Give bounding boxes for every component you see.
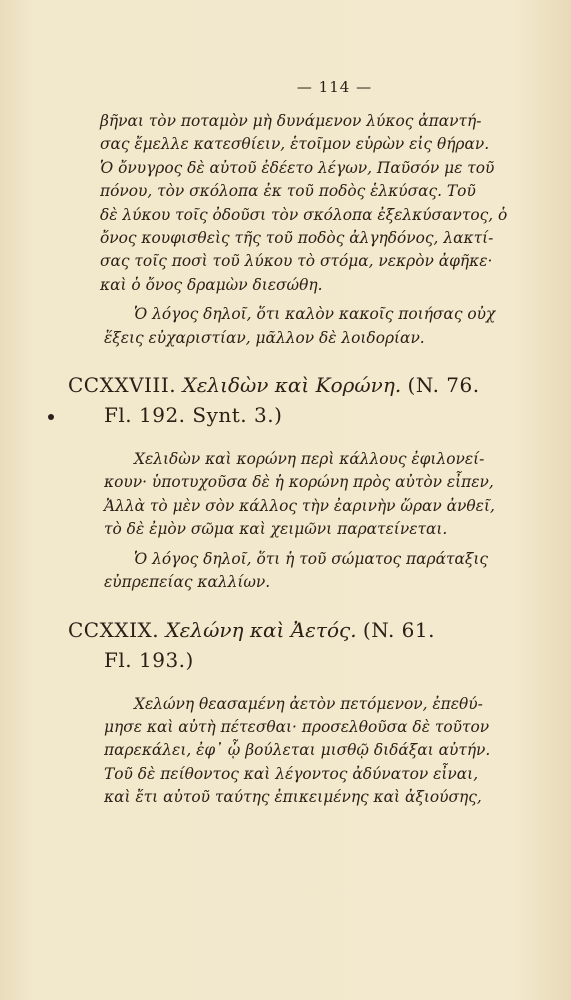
paragraph-fable-228 (104, 448, 545, 542)
moral-1 (104, 303, 545, 350)
fable-title: Χελώνη καὶ Ἀετός. (165, 617, 357, 642)
fable-numeral: CCXXIX. (68, 617, 160, 642)
text-line: καὶ ὁ ὄνος δραμὼν διεσώθη. (100, 275, 323, 294)
text-line: πόνου, τὸν σκόλοπα ἐκ τοῦ ποδὸς ἑλκύσας. Τοῦ (100, 182, 476, 201)
text-line: σας τοῖς ποσὶ τοῦ λύκου τὸ στόμα, νεκρὸν ἀφῆκε· (100, 252, 493, 271)
text-line: Τοῦ δὲ πείθοντος καὶ λέγοντος ἀδύνατον εἶναι, (104, 764, 479, 783)
text-line: ὄνος κουφισθεὶς τῆς τοῦ ποδὸς ἀλγηδόνος, λακτί- (100, 229, 494, 248)
text-line: καὶ ἔτι αὐτοῦ ταύτης ἐπικειμένης καὶ ἀξιούσης, (104, 788, 482, 807)
page-number: — 114 — (296, 78, 373, 96)
text-line: Ὁ λόγος δηλοῖ, ὅτι ἡ τοῦ σώματος παράταξις (134, 549, 489, 568)
text-line: Χελιδὼν καὶ κορώνη περὶ κάλλους ἐφιλονεί- (134, 450, 485, 469)
fable-ref-line2: Fl. 192. Synt. 3.) (104, 403, 283, 428)
fable-numeral: CCXXVIII. (68, 373, 177, 398)
text-line: κουν· ὑποτυχοῦσα δὲ ἡ κορώνη πρὸς αὐτὸν εἶπεν, (104, 473, 494, 492)
text-line: παρεκάλει, ἐφ᾽ ᾧ βούλεται μισθῷ διδάξαι αὐτήν. (104, 741, 491, 760)
text-line: Ὁ ὄνυγρος δὲ αὐτοῦ ἐδέετο λέγων, Παῦσόν με τοῦ (100, 158, 495, 177)
fable-heading-228 (68, 370, 545, 430)
text-line: μησε καὶ αὐτὴ πέτεσθαι· προσελθοῦσα δὲ τοῦτον (104, 717, 490, 736)
text-line: τὸ δὲ ἐμὸν σῶμα καὶ χειμῶνι παρατείνεται. (104, 520, 448, 539)
text-line: εὐπρεπείας καλλίων. (104, 573, 271, 592)
fable-ref: (N. 61. (362, 617, 435, 642)
fable-heading-229 (68, 615, 545, 675)
text-line: δὲ λύκου τοῖς ὀδοῦσι τὸν σκόλοπα ἐξελκύσαντος, ὁ (100, 205, 508, 224)
fable-ref-line2: Fl. 193.) (104, 647, 194, 672)
paragraph-fable-end (100, 110, 545, 297)
text-line: ἕξεις εὐχαριστίαν, μᾶλλον δὲ λοιδορίαν. (104, 328, 425, 347)
fable-ref: (N. 76. (407, 373, 480, 398)
text-line: Ἀλλὰ τὸ μὲν σὸν κάλλος τὴν ἐαρινὴν ὥραν ἀνθεῖ, (104, 496, 495, 515)
fable-title: Χελιδὼν καὶ Κορώνη. (182, 373, 402, 398)
text-line: Χελώνη θεασαμένη ἀετὸν πετόμενον, ἐπεθύ- (134, 694, 483, 713)
text-line: βῆναι τὸν ποταμὸν μὴ δυνάμενον λύκος ἀπαντή- (100, 112, 482, 130)
bullet-mark (48, 414, 54, 420)
text-line: σας ἔμελλε κατεσθίειν, ἑτοῖμον εὑρὼν εἰς θήραν. (100, 135, 490, 154)
text-line: Ὁ λόγος δηλοῖ, ὅτι καλὸν κακοῖς ποιήσας οὐχ (134, 305, 496, 324)
moral-2 (104, 548, 545, 595)
paragraph-fable-229 (104, 693, 545, 810)
